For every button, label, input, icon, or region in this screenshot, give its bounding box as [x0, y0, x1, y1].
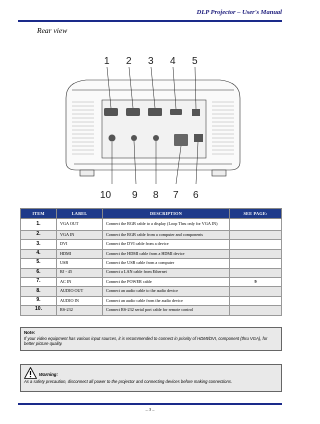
- col-see-page: SEE PAGE:: [230, 209, 282, 219]
- page-footer: [18, 403, 282, 415]
- table-header-row: [21, 209, 282, 219]
- audio-in-port: [131, 135, 137, 141]
- col-label: LABEL: [57, 209, 103, 219]
- warning-triangle-icon: [24, 367, 37, 379]
- table-row: 3. DVI Connect the DVI cable from a device: [21, 240, 282, 249]
- col-item: ITEM: [21, 209, 57, 219]
- projector-rear-drawing: [50, 38, 260, 204]
- table-row: 5. USB Connect the USB cable from a computer: [21, 259, 282, 268]
- table-row: 9. AUDIO IN Connect an audio cable from the audio device: [21, 296, 282, 305]
- vga-in-port: [126, 108, 140, 116]
- table-row: 2. VGA IN Connect the RGB cable from a computer and components: [21, 231, 282, 240]
- table-row: 8. AUDIO OUT Connect an audio cable to the audio device: [21, 287, 282, 296]
- rj45-port: [194, 134, 203, 142]
- note-title: Note:: [24, 330, 36, 335]
- ac-in-port: [174, 134, 188, 146]
- dvi-port: [148, 108, 162, 116]
- note-body: If your video equipment has various input sources, it is recommended to connect in priority of HDMI/DVI, component (thru VGA), for better picture quality.: [24, 335, 268, 347]
- note-box: [20, 327, 282, 351]
- header-rule: [18, 20, 282, 22]
- connector-table: [20, 208, 282, 316]
- table-row: 1. VGA OUT Connect the RGB cable to a display (Loop Thru only for VGA IN): [21, 219, 282, 231]
- hdmi-port: [170, 109, 182, 115]
- callout-2: 2: [126, 56, 132, 67]
- table-row: 10. RS-232 Connect RS-232 serial port cable for remote control: [21, 306, 282, 315]
- footer-rule: [18, 403, 282, 405]
- usb-port: [192, 109, 200, 116]
- warning-title: Warning:: [39, 371, 58, 377]
- callout-7: 7: [173, 190, 179, 201]
- col-description: DESCRIPTION: [103, 209, 230, 219]
- connector-panel: [102, 100, 206, 158]
- callout-10: 10: [100, 190, 112, 201]
- warning-body: As a safety precaution, disconnect all power to the projector and connecting devices before making connections.: [24, 379, 233, 384]
- rs232-port: [109, 135, 116, 142]
- warning-box: [20, 364, 282, 392]
- callout-9: 9: [132, 190, 138, 201]
- table-row: 7. AC IN Connect the POWER cable 9: [21, 277, 282, 286]
- callout-4: 4: [170, 56, 176, 67]
- page-number: – 3 –: [145, 407, 155, 412]
- callout-3: 3: [148, 56, 154, 67]
- callout-5: 5: [192, 56, 198, 67]
- manual-title: DLP Projector – User's Manual: [196, 9, 282, 16]
- section-heading: Rear view: [37, 26, 68, 35]
- page-header: [18, 9, 282, 21]
- callout-6: 6: [193, 190, 199, 201]
- vga-out-port: [104, 108, 118, 116]
- callout-8: 8: [153, 190, 159, 201]
- table-row: 4. HDMI Connect the HDMI cable from a HDMI device: [21, 249, 282, 258]
- callout-1: 1: [104, 56, 110, 67]
- rear-view-figure: [50, 38, 260, 204]
- audio-out-port: [153, 135, 159, 141]
- table-row: 6. RJ - 45 Connect a LAN cable from Ethernet: [21, 268, 282, 277]
- warning-head: [24, 367, 278, 379]
